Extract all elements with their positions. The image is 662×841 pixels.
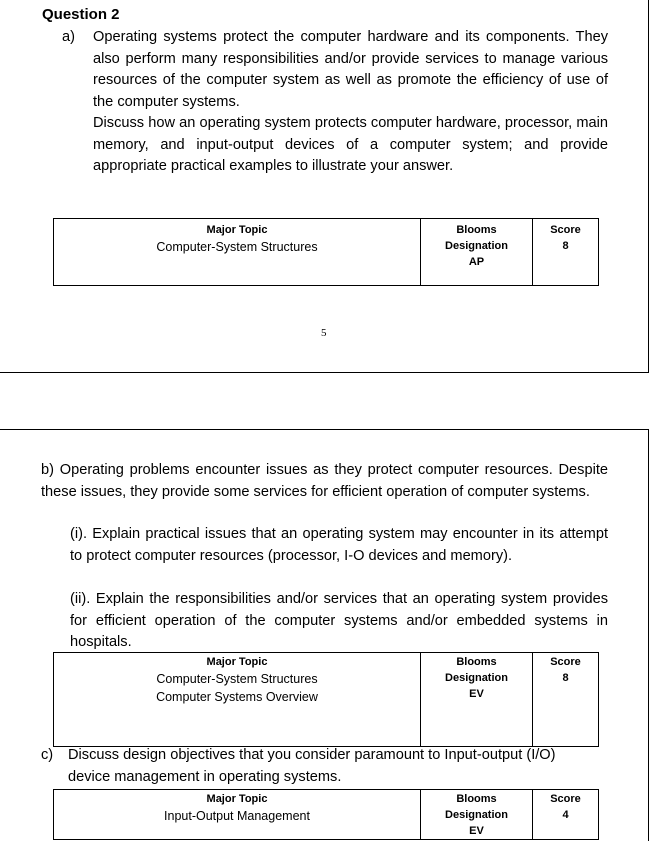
- page-1: [0, 0, 649, 373]
- major-topic-header: Major Topic: [206, 224, 268, 236]
- part-b-info-table: [53, 652, 599, 747]
- major-topic-value-2: Computer Systems Overview: [156, 690, 318, 704]
- blooms-value: EV: [469, 688, 484, 700]
- blooms-cell: [421, 653, 533, 747]
- part-b-intro: [41, 460, 608, 503]
- major-topic-cell: [54, 653, 421, 747]
- score-cell: [533, 653, 599, 747]
- score-cell: [533, 790, 599, 840]
- part-b-sub-ii: (ii). Explain the responsibilities and/or services that an operating system provides for efficient operation of the computer systems and/or embedded systems in hospitals.: [70, 591, 608, 650]
- part-c-text: Discuss design objectives that you consider paramount to Input-output (I/O) device management in operating systems.: [68, 747, 556, 785]
- score-cell: [533, 219, 599, 286]
- part-b-intro-text: b) Operating problems encounter issues as they protect computer resources. Despite these issues, they provide some services for efficient operation of computer systems.: [41, 462, 608, 500]
- score-header: Score: [550, 793, 581, 805]
- major-topic-header: Major Topic: [206, 656, 268, 668]
- part-c-label: c): [41, 747, 54, 763]
- major-topic-value: Input-Output Management: [164, 809, 310, 823]
- part-a-paragraph-2: Discuss how an operating system protects computer hardware, processor, main memory, and input-output devices of a computer system; and provide appropriate practical examples to illustrate your answer.: [93, 115, 608, 174]
- blooms-cell: [421, 219, 533, 286]
- score-value: 8: [562, 672, 569, 684]
- blooms-header-line2: Designation: [445, 672, 508, 684]
- blooms-value: EV: [469, 825, 484, 837]
- major-topic-cell: [54, 219, 421, 286]
- page-2: [0, 429, 649, 841]
- question-title: Question 2: [42, 6, 120, 23]
- score-header: Score: [550, 656, 581, 668]
- blooms-header-line2: Designation: [445, 240, 508, 252]
- part-a-paragraph-1: Operating systems protect the computer hardware and its components. They also perform many responsibilities and/or provide services to manage various resources of the computer system as well as promote the efficiency of use of the computer systems.: [93, 29, 608, 110]
- blooms-header-line1: Blooms: [456, 793, 497, 805]
- blooms-header-line1: Blooms: [456, 224, 497, 236]
- blooms-cell: [421, 790, 533, 840]
- part-a-label: a): [62, 29, 75, 45]
- major-topic-cell: [54, 790, 421, 840]
- score-header: Score: [550, 224, 581, 236]
- part-a-info-table: [53, 218, 599, 286]
- major-topic-header: Major Topic: [206, 793, 268, 805]
- major-topic-value-1: Computer-System Structures: [156, 672, 318, 686]
- blooms-header-line1: Blooms: [456, 656, 497, 668]
- blooms-header-line2: Designation: [445, 809, 508, 821]
- part-c-info-table: [53, 789, 599, 840]
- score-value: 4: [562, 809, 569, 821]
- page-number: 5: [321, 327, 327, 339]
- blooms-value: AP: [468, 256, 485, 268]
- part-b-sub-i: (i). Explain practical issues that an operating system may encounter in its attempt to protect computer resources (processor, I-O devices and memory).: [70, 526, 608, 564]
- major-topic-value: Computer-System Structures: [156, 240, 318, 254]
- score-value: 8: [562, 240, 569, 252]
